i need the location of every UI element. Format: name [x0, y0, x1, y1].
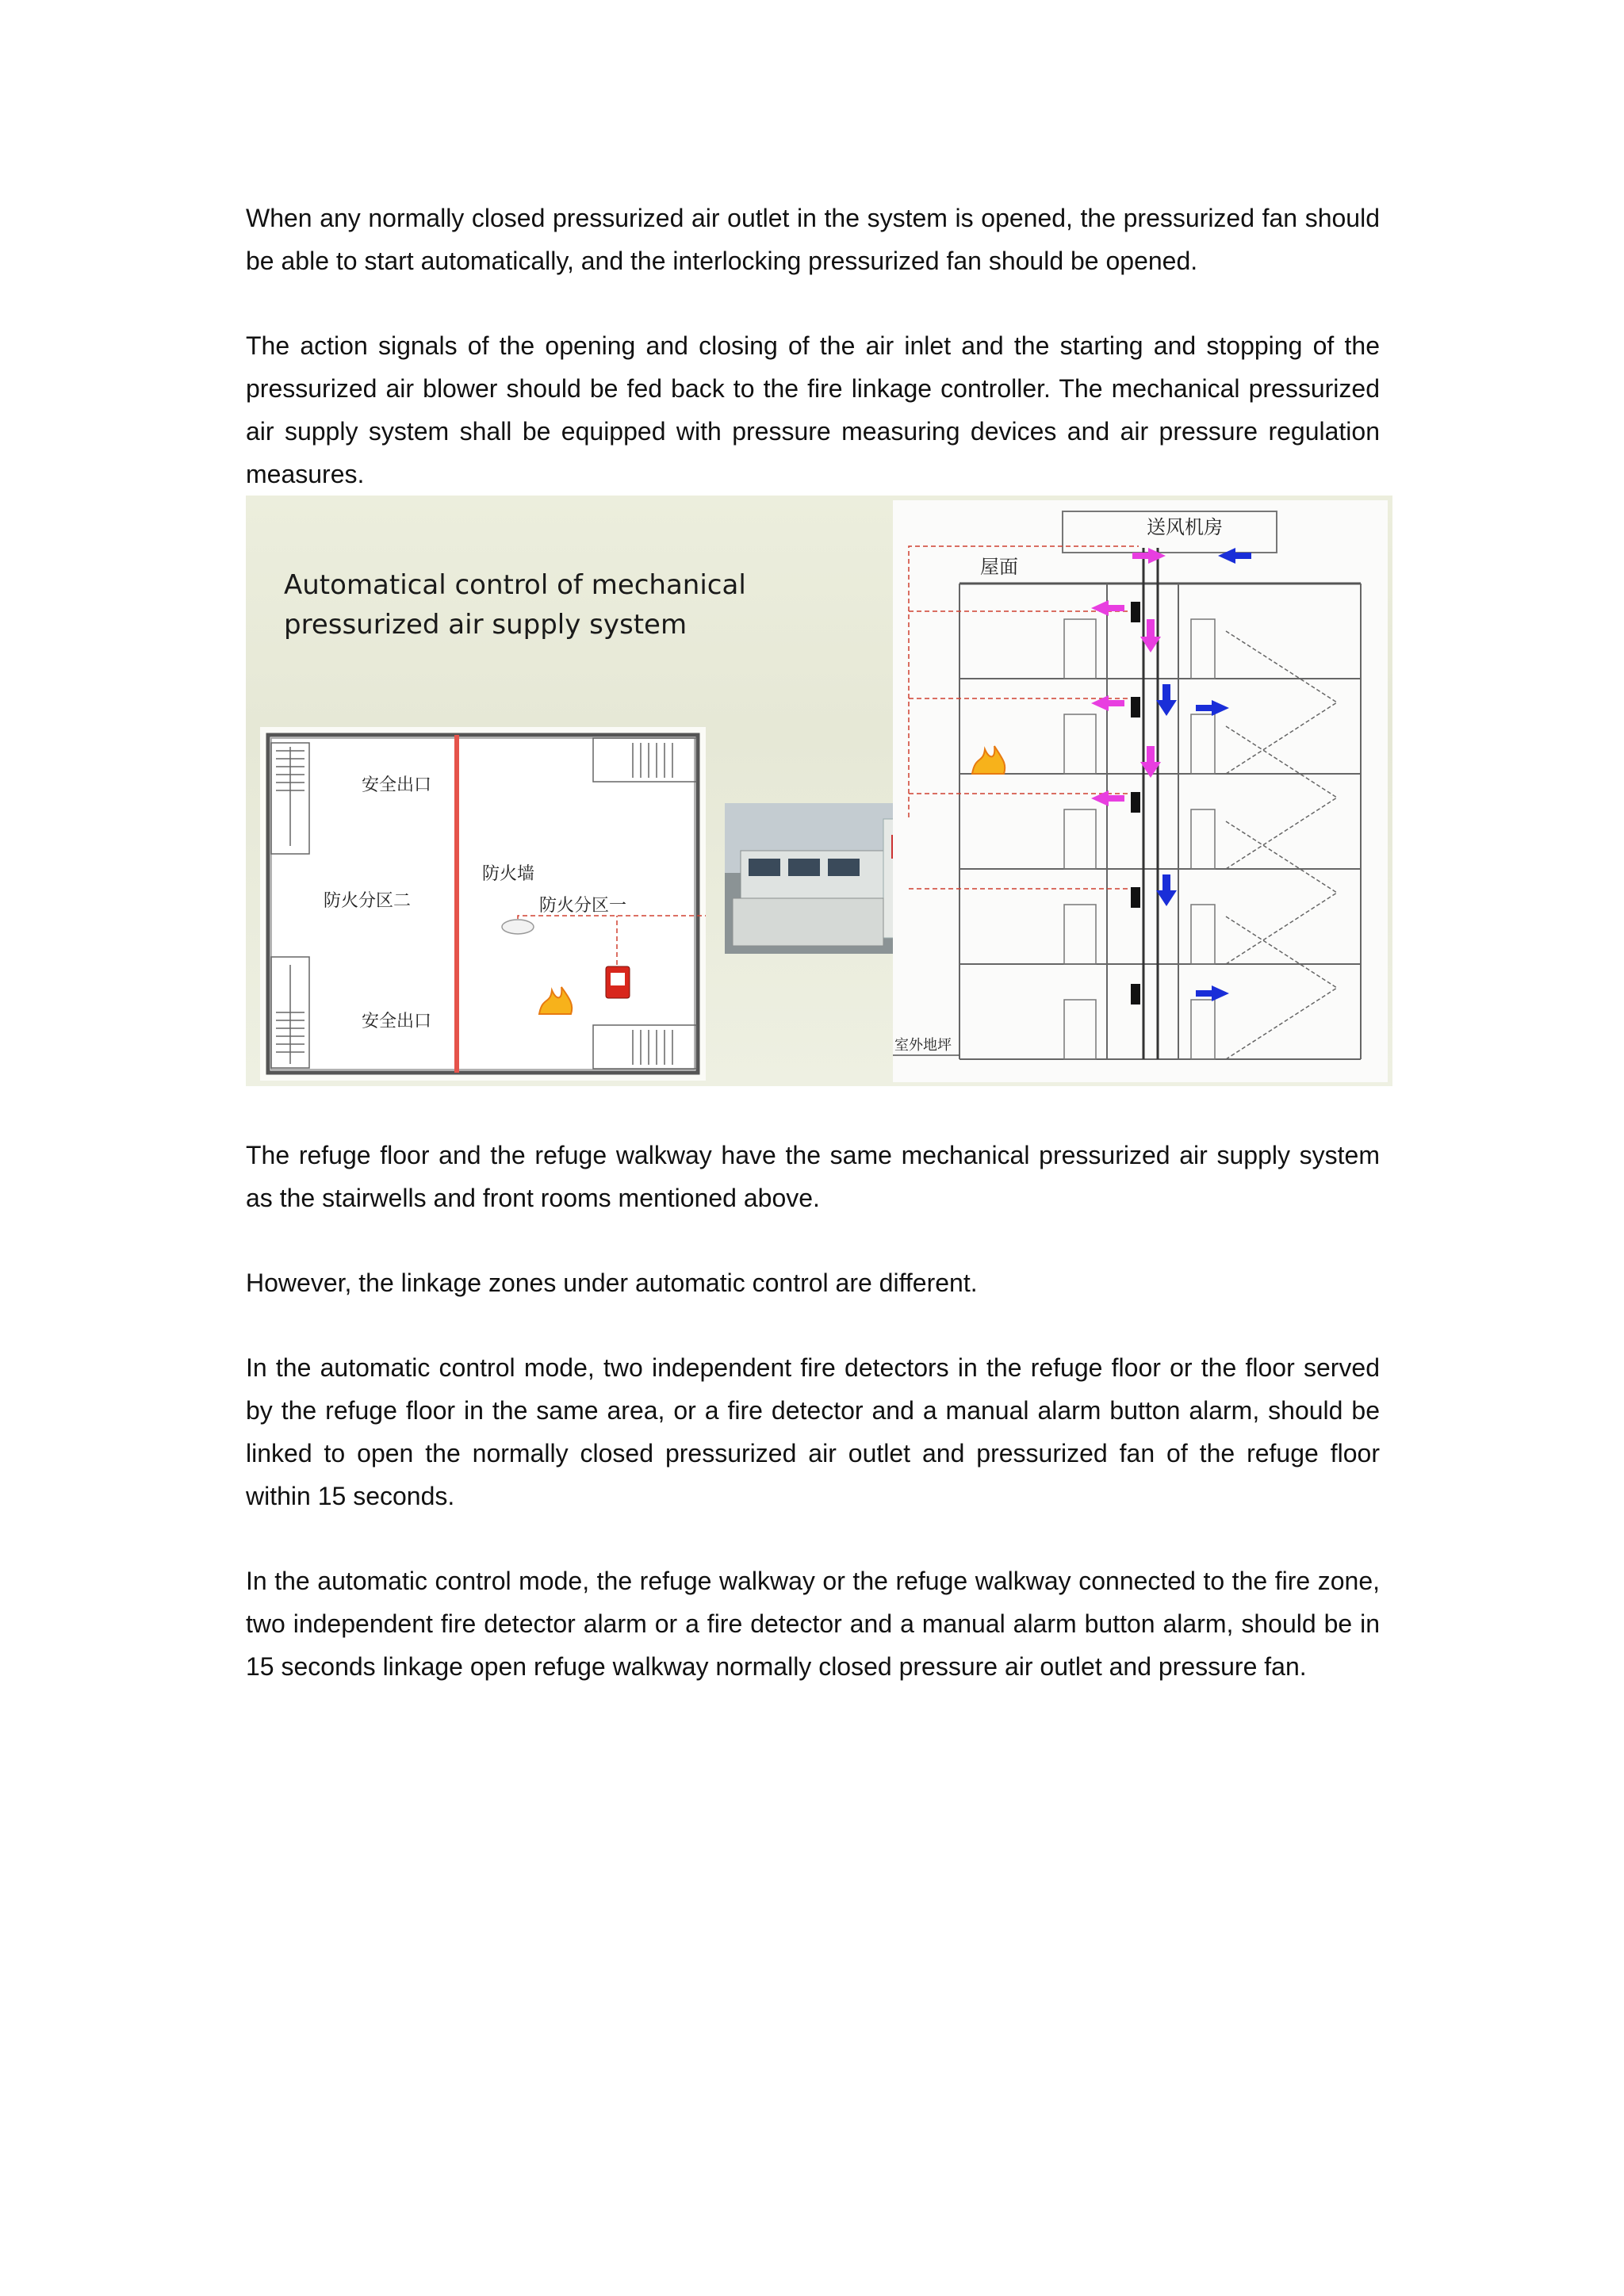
figure-title-line-1: Automatical control of mechanical — [284, 569, 746, 601]
label-outdoor-ground: 室外地坪 — [894, 1037, 952, 1054]
label-fan-room: 送风机房 — [1147, 516, 1223, 538]
figure-title-line-2: pressurized air supply system — [284, 609, 688, 641]
paragraph-1: When any normally closed pressurized air outlet in the system is opened, the pressurized fan should be able to start automatically, and the interlocking pressurized fan should be opened. — [246, 204, 1380, 275]
building-section-diagram — [893, 500, 1388, 1082]
floor-plan-diagram — [260, 727, 706, 1081]
smoke-detector-icon — [502, 920, 534, 934]
paragraph-4: However, the linkage zones under automatic control are different. — [246, 1269, 978, 1297]
label-exit-bottom: 安全出口 — [362, 1012, 432, 1031]
figure-title — [284, 565, 746, 645]
label-zone-one: 防火分区一 — [539, 896, 627, 916]
label-firewall: 防火墙 — [482, 864, 535, 884]
label-exit-top: 安全出口 — [362, 775, 432, 795]
label-roof: 屋面 — [980, 556, 1018, 578]
figure-pressurized-air-system — [246, 496, 1392, 1086]
paragraph-6: In the automatic control mode, the refuge walkway or the refuge walkway connected to the fire zone, two independent fire detector alarm or a fire detector and a manual alarm button alarm, should be in 15 seconds linkage open refuge walkway normally closed pressure air outlet and pressure fan. — [246, 1567, 1380, 1681]
paragraph-3: The refuge floor and the refuge walkway have the same mechanical pressurized air supply system as the stairwells and front rooms mentioned above. — [246, 1141, 1380, 1212]
paragraph-2: The action signals of the opening and closing of the air inlet and the starting and stopping of the pressurized air blower should be fed back to the fire linkage controller. The mechanical pressurized air supply system shall be equipped with pressure measuring devices and air pressure regulation measures. — [246, 331, 1380, 488]
document-body — [246, 197, 1380, 1730]
paragraph-5: In the automatic control mode, two independent fire detectors in the refuge floor or the floor served by the refuge floor in the same area, or a fire detector and a manual alarm button alarm, should be linked to open the normally closed pressurized air outlet and pressurized fan of the refuge floor within 15 seconds. — [246, 1353, 1380, 1510]
label-zone-two: 防火分区二 — [324, 891, 412, 911]
